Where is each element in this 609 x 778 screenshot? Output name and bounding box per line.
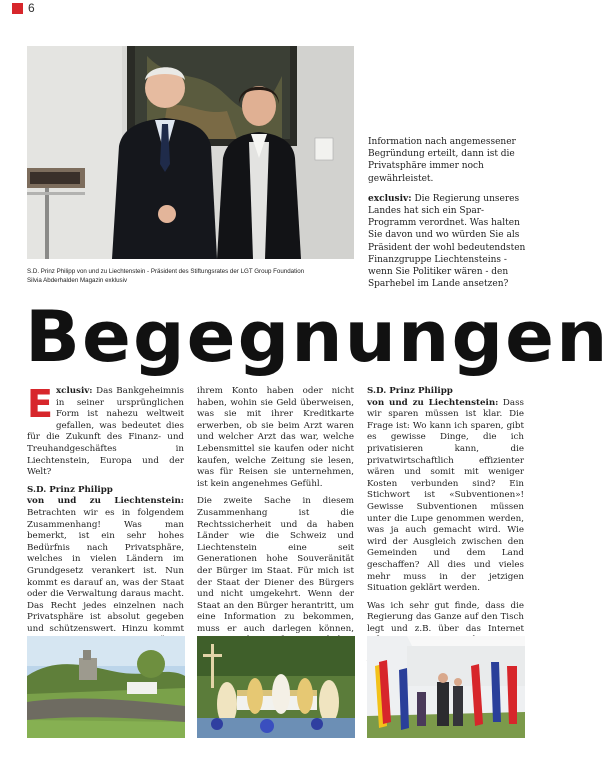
column-2-paragraph-2: Die zweite Sache in diesem Zusammenhang ist die Rechtssicherheit und da haben Länder wie die Schweiz und Liechtenstein eine seit Generationen hohe Souveränität der Bürger im Staat. Für mich ist der Staat der Diener des Bürgers und nicht umgekehrt. Wenn der Staat an den Bürger herantritt, um eine Information zu bekommen, muss er auch darlegen können, [197,496,354,634]
speaker-suffix: von und zu Liechtenstein: [27,496,184,507]
intro-question [368,193,526,291]
answer-text: Betrachten wir es in folgendem Zusammenhang! Was man bemerkt, ist ein sehr hohes Bedürfnis nach Privatsphäre, welches in vielen Ländern im Grundgesetz verankert ist. Nun kommt es darauf an, was der Staat oder die Verwaltung daraus macht. Das Recht jedes einzelnen nach Privatsphäre ist absolut gegeben und schützenswert. Hinzu kommt [27,507,184,634]
page-marker [12,3,23,14]
column-3-answer-text: Dass wir sparen müssen ist klar. Die Frage ist: Wo kann ich sparen, gibt es gewisse Dinge, die ich privatisieren kann, die privatwirtschaftlich effizienter wären und somit mit weniger Kosten verbunden sind? Ein Stichwort ist «Subventionen»! Gewisse Subventionen müssen unter die Lupe genommen werden, was ja auch gemacht wird. Wie wird der Ausgleich zwischen den Gemeinden und dem Land geschaffen? All dies und vieles mehr muss in der jetzigen Situation geklärt werden. [367,397,524,594]
body-column-3 [367,386,524,634]
column-3-speaker-name: S.D. Prinz Philipp [367,386,453,396]
column-2-paragraph-1: ihrem Konto haben oder nicht haben, wohin sie Geld überweisen, was sie mit ihrer Kreditkarte erwerben, ob sie beim Arzt waren und welcher Arzt das war, welche Lebensmittel sie kaufen oder nicht kaufen, welche Zeitung sie lesen, was für Reisen sie unternehmen, ist kein angenehmes Gefühl. [197,386,354,489]
page-number: 6 [28,1,35,15]
photo-caption [27,267,354,285]
caption-line-2: Silvia Abderhalden Magazin exklusiv [27,277,128,284]
question-paragraph [27,382,184,479]
castle-crowd-photo [27,636,185,738]
intro-question-label: exclusiv: [368,193,412,204]
column-3-speaker-suffix: von und zu Liechtenstein: [367,397,499,408]
flag-ceremony-photo [367,636,525,738]
question-label: xclusiv: [55,386,93,396]
dropcap: E [27,382,53,426]
hero-photo [27,46,354,259]
intro-column [368,136,526,298]
page-headline: Begegnungen [25,296,609,378]
speaker-name: S.D. Prinz Philipp [27,484,113,495]
column-3-paragraph-2: Was ich sehr gut finde, dass die Regierung das Ganze auf den Tisch legt und z.B. über das Internet [367,600,524,634]
question-text: Das Bankgeheimnis in seiner ursprünglichen Form ist nahezu weltweit gefallen, was bedeutet dies für die Zukunft des Finanz- und Treuhandgeschäftes in Liechtenstein, Europa und der Welt? [27,386,184,478]
body-column-2 [197,386,354,634]
intro-question-text: Die Regierung unseres Landes hat sich ein Spar-Programm verordnet. Was halten Sie davon und wo würden Sie als Präsident der wohl bedeutendsten Finanzgruppe Liechtensteins - wenn Sie Politiker wären - den Sparhebel im Lande ansetzen? [368,193,526,290]
body-column-1 [27,382,184,634]
intro-paragraph: Information nach angemessener Begründung erteilt, dann ist die Privatsphäre immer noch gewährleistet. [368,137,516,184]
caption-line-1: S.D. Prinz Philipp von und zu Liechtenstein - Präsident des Stiftungsrates der LGT Group Foundation [27,268,305,275]
column-3-paragraph-1 [367,386,524,595]
mass-ceremony-photo [197,636,355,738]
